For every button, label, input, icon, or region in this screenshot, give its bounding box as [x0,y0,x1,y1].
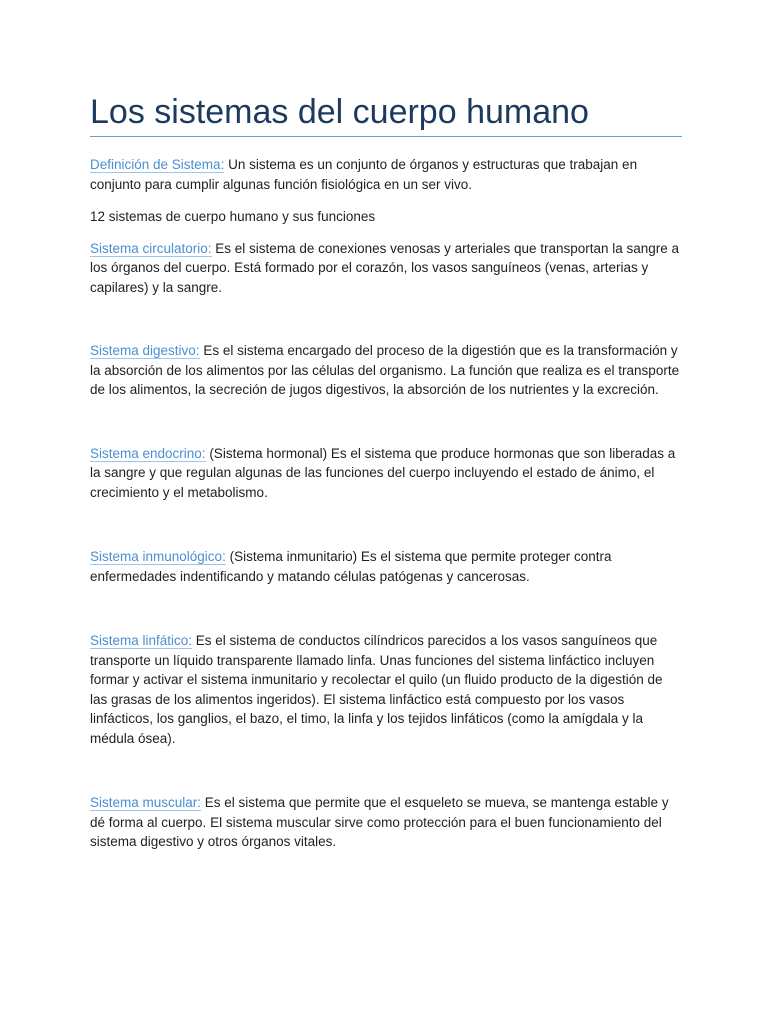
system-paragraph-linfatico [90,631,682,748]
system-text-digestivo: Es el sistema encargado del proceso de la digestión que es la transformación y la absorción de los alimentos por las células del organismo. La función que realiza es el transporte de los alimentos, la secreción de jugos digestivos, la absorción de los nutrientes y la excreción. [90,343,680,397]
definition-paragraph [90,155,682,194]
system-text-inmunologico: (Sistema inmunitario) Es el sistema que permite proteger contra enfermedades indentificando y matando células patógenas y cancerosas. [90,549,612,584]
page-title: Los sistemas del cuerpo humano [90,0,682,137]
system-paragraph-digestivo [90,341,682,400]
system-term-inmunologico: Sistema inmunológico: [90,549,226,564]
definition-text: Un sistema es un conjunto de órganos y estructuras que trabajan en conjunto para cumplir algunas función fisiológica en un ser vivo. [90,157,638,192]
system-paragraph-muscular [90,793,682,852]
system-term-linfatico: Sistema linfático: [90,633,193,648]
system-paragraph-endocrino [90,444,682,503]
system-term-circulatorio: Sistema circulatorio: [90,240,212,256]
document-page [90,0,682,852]
system-term-endocrino: Sistema endocrino: [90,445,206,461]
definition-term: Definición de Sistema: [90,157,225,172]
system-text-endocrino: (Sistema hormonal) Es el sistema que produce hormonas que son liberadas a la sangre y que regulan algunas de las funciones del cuerpo incluyendo el estado de ánimo, el crecimiento y el metabolismo. [90,445,676,500]
intro-paragraph: 12 sistemas de cuerpo humano y sus funciones [90,209,376,224]
system-paragraph-inmunologico [90,547,682,586]
system-term-muscular: Sistema muscular: [90,795,202,810]
system-text-linfatico: Es el sistema de conductos cilíndricos parecidos a los vasos sanguíneos que transporte un líquido transparente llamado linfa. Unas funciones del sistema linfáctico incluyen formar y activar el sistema inmunitario y recolectar el quilo (un fluido producto de la digestión de las grasas de los alimentos ingeridos). El sistema linfáctico está compuesto por los vasos linfácticos, los ganglios, el bazo, el timo, la linfa y los tejidos linfáticos (como la amígdala y la médula ósea). [90,633,663,746]
system-term-digestivo: Sistema digestivo: [90,343,200,358]
system-text-muscular: Es el sistema que permite que el esqueleto se mueva, se mantenga estable y dé forma al cuerpo. El sistema muscular sirve como protección para el buen funcionamiento del sistema digestivo y otros órganos vitales. [90,795,669,849]
system-text-circulatorio: Es el sistema de conexiones venosas y arteriales que transportan la sangre a los órganos del cuerpo. Está formado por el corazón, los vasos sanguíneos (venas, arterias y capilares) y la sangre. [90,240,680,295]
system-paragraph-circulatorio [90,239,682,298]
